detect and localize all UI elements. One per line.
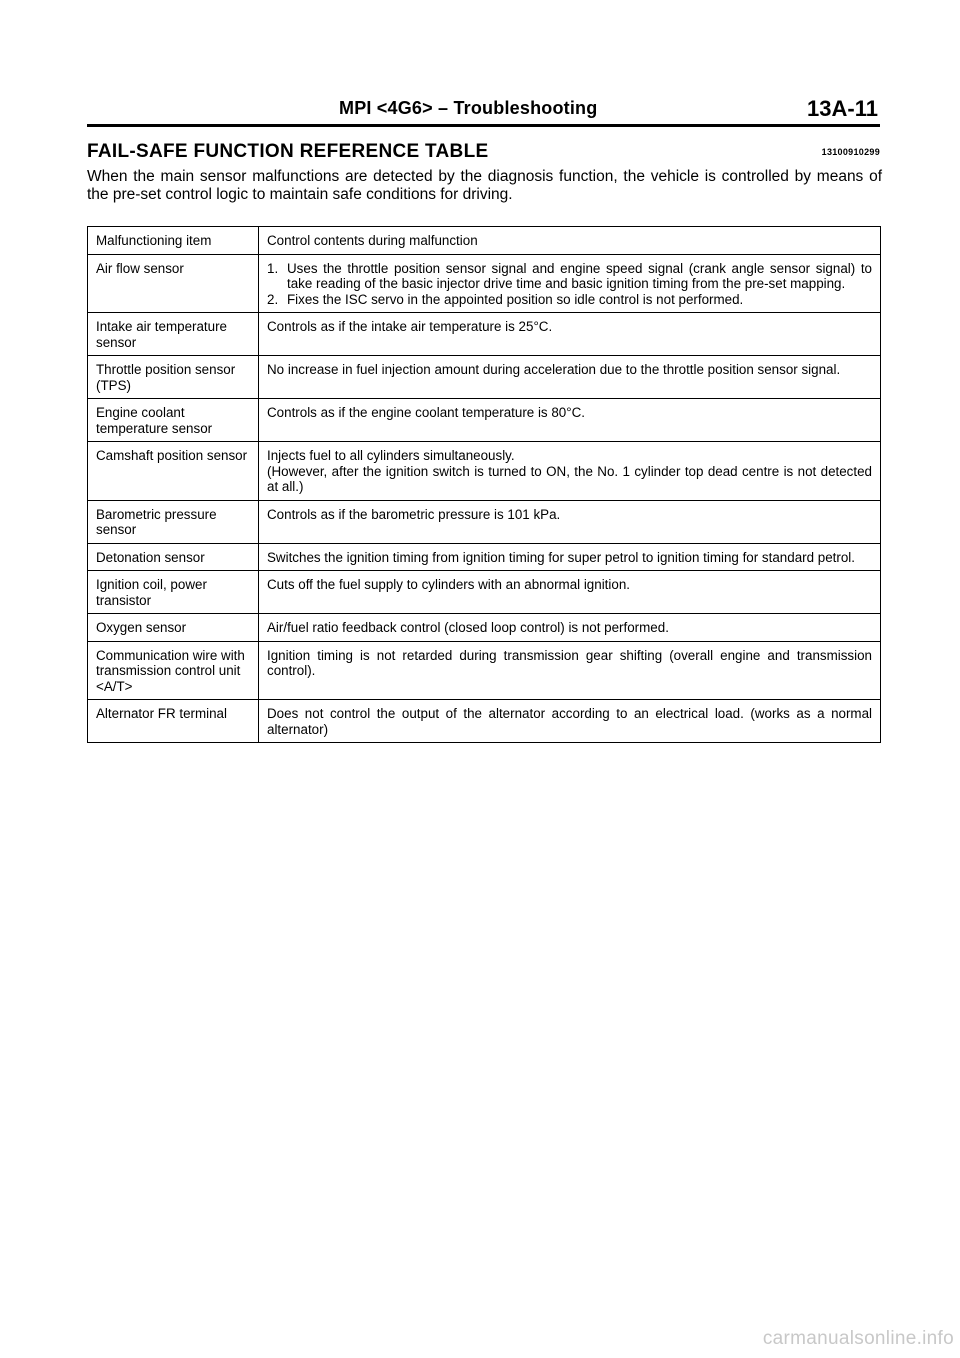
row-control: Controls as if the barometric pressure is 101 kPa.	[259, 500, 881, 543]
table-row	[88, 356, 881, 399]
row-control: Switches the ignition timing from ignition timing for super petrol to ignition timing for standard petrol.	[259, 543, 881, 571]
table-row	[88, 700, 881, 743]
row-control: Ignition timing is not retarded during transmission gear shifting (overall engine and transmission control).	[259, 641, 881, 700]
control-step	[267, 292, 872, 308]
step-text: Uses the throttle position sensor signal and engine speed signal (crank angle sensor signal) to take reading of the basic injector drive time and basic ignition timing from the pre-set mapping.	[287, 260, 872, 291]
row-control: No increase in fuel injection amount during acceleration due to the throttle position sensor signal.	[259, 356, 881, 399]
step-number: 2.	[267, 291, 279, 307]
row-control: Cuts off the fuel supply to cylinders with an abnormal ignition.	[259, 571, 881, 614]
row-control	[259, 442, 881, 501]
row-item: Air flow sensor	[88, 254, 259, 313]
header-title: MPI <4G6> – Troubleshooting	[339, 98, 598, 118]
control-text: Injects fuel to all cylinders simultaneously.	[267, 448, 515, 463]
header-rule	[87, 124, 880, 127]
table-row	[88, 442, 881, 501]
table-row	[88, 313, 881, 356]
control-steps	[267, 261, 872, 308]
row-item: Detonation sensor	[88, 543, 259, 571]
row-item: Barometric pressure sensor	[88, 500, 259, 543]
page-header	[87, 96, 880, 126]
table-header-row	[88, 227, 881, 255]
table-row	[88, 571, 881, 614]
row-control: Controls as if the engine coolant temperature is 80°C.	[259, 399, 881, 442]
control-step	[267, 261, 872, 292]
table-row	[88, 254, 881, 313]
row-item: Throttle position sensor (TPS)	[88, 356, 259, 399]
watermark-link[interactable]: carmanualsonline.info	[762, 1328, 954, 1349]
table-row	[88, 641, 881, 700]
row-control: Controls as if the intake air temperature is 25°C.	[259, 313, 881, 356]
section-code: 13100910299	[821, 147, 880, 157]
section-intro: When the main sensor malfunctions are detected by the diagnosis function, the vehicle is controlled by means of the pre-set control logic to maintain safe conditions for driving.	[87, 168, 882, 203]
row-control: Air/fuel ratio feedback control (closed loop control) is not performed.	[259, 614, 881, 642]
fail-safe-table	[87, 226, 881, 743]
column-header-item: Malfunctioning item	[88, 227, 259, 255]
table-row	[88, 543, 881, 571]
row-item: Engine coolant temperature sensor	[88, 399, 259, 442]
row-control: Does not control the output of the alternator according to an electrical load. (works as a normal alternator)	[259, 700, 881, 743]
section-title: FAIL-SAFE FUNCTION REFERENCE TABLE	[87, 141, 489, 162]
table-row	[88, 614, 881, 642]
control-note: (However, after the ignition switch is turned to ON, the No. 1 cylinder top dead centre is not detected at all.)	[267, 463, 872, 494]
row-item: Oxygen sensor	[88, 614, 259, 642]
row-item: Communication wire with transmission control unit <A/T>	[88, 641, 259, 700]
header-page-number: 13A-11	[807, 96, 878, 121]
table-row	[88, 500, 881, 543]
row-item: Ignition coil, power transistor	[88, 571, 259, 614]
row-item: Alternator FR terminal	[88, 700, 259, 743]
step-text: Fixes the ISC servo in the appointed position so idle control is not performed.	[287, 291, 744, 307]
step-number: 1.	[267, 260, 279, 276]
row-item: Camshaft position sensor	[88, 442, 259, 501]
row-item: Intake air temperature sensor	[88, 313, 259, 356]
column-header-control: Control contents during malfunction	[259, 227, 881, 255]
table-row	[88, 399, 881, 442]
row-control	[259, 254, 881, 313]
